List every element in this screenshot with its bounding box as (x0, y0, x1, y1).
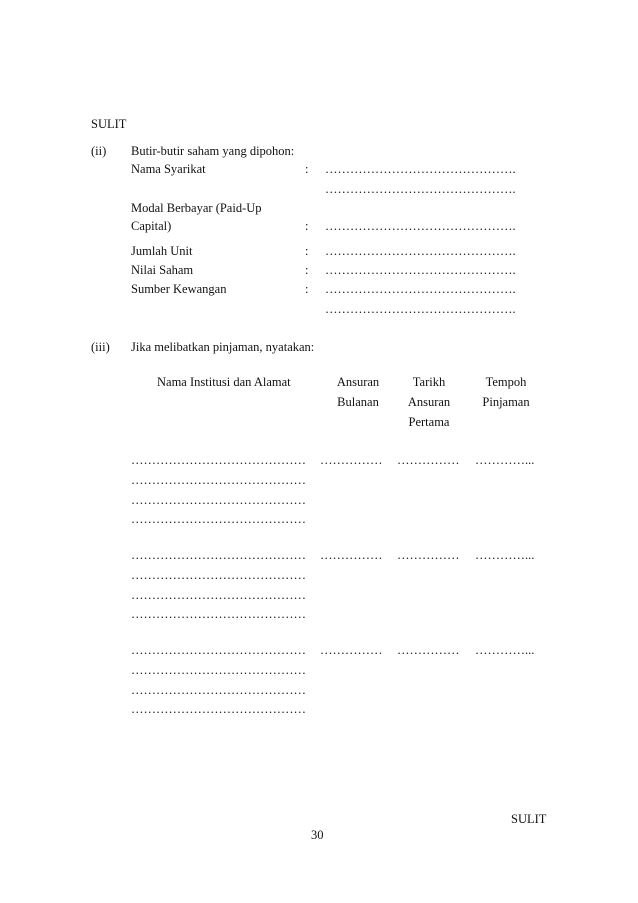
tarikh-blank[interactable]: …………… (397, 453, 460, 467)
jumlah-unit-blank-line[interactable]: ………………………………………. (325, 244, 516, 258)
column-header-tarikh: Pertama (408, 415, 450, 429)
section-ii-number: (ii) (91, 144, 107, 158)
nama-syarikat-blank-line[interactable]: ………………………………………. (325, 182, 516, 196)
modal-label: Modal Berbayar (Paid-Up (131, 201, 262, 215)
column-header-ansuran: Ansuran (336, 375, 380, 389)
section-iii-number: (iii) (91, 340, 110, 354)
column-header-institusi: Nama Institusi dan Alamat (157, 375, 291, 389)
institusi-blank-line[interactable]: …………………………………… (131, 702, 306, 716)
colon: : (305, 219, 309, 233)
nilai-saham-label: Nilai Saham (131, 263, 194, 277)
colon: : (305, 162, 309, 176)
column-header-tempoh: Tempoh (485, 375, 527, 389)
column-header-tarikh: Tarikh (412, 375, 446, 389)
institusi-blank-line[interactable]: …………………………………… (131, 548, 306, 562)
footer-classification: SULIT (511, 812, 547, 826)
institusi-blank-line[interactable]: …………………………………… (131, 473, 306, 487)
tempoh-blank[interactable]: …………... (475, 643, 535, 657)
modal-blank-line[interactable]: ………………………………………. (325, 219, 516, 233)
ansuran-blank[interactable]: …………… (320, 453, 383, 467)
institusi-blank-line[interactable]: …………………………………… (131, 607, 306, 621)
colon: : (305, 244, 309, 258)
section-ii-heading: Butir-butir saham yang dipohon: (131, 144, 295, 158)
header-classification: SULIT (91, 117, 127, 131)
institusi-blank-line[interactable]: …………………………………… (131, 568, 306, 582)
institusi-blank-line[interactable]: …………………………………… (131, 683, 306, 697)
ansuran-blank[interactable]: …………… (320, 643, 383, 657)
column-header-tempoh: Pinjaman (482, 395, 530, 409)
sumber-kewangan-blank-line[interactable]: ………………………………………. (325, 282, 516, 296)
page-number: 30 (311, 828, 324, 842)
sumber-kewangan-label: Sumber Kewangan (131, 282, 227, 296)
institusi-blank-line[interactable]: …………………………………… (131, 663, 306, 677)
colon: : (305, 282, 309, 296)
tarikh-blank[interactable]: …………… (397, 548, 460, 562)
modal-label: Capital) (131, 219, 172, 233)
sumber-kewangan-blank-line[interactable]: ………………………………………. (325, 302, 516, 316)
column-header-tarikh: Ansuran (407, 395, 451, 409)
tempoh-blank[interactable]: …………... (475, 548, 535, 562)
institusi-blank-line[interactable]: …………………………………… (131, 588, 306, 602)
column-header-ansuran: Bulanan (337, 395, 379, 409)
institusi-blank-line[interactable]: …………………………………… (131, 453, 306, 467)
section-iii-heading: Jika melibatkan pinjaman, nyatakan: (131, 340, 315, 354)
institusi-blank-line[interactable]: …………………………………… (131, 512, 306, 526)
institusi-blank-line[interactable]: …………………………………… (131, 643, 306, 657)
tarikh-blank[interactable]: …………… (397, 643, 460, 657)
nama-syarikat-blank-line[interactable]: ………………………………………. (325, 162, 516, 176)
nama-syarikat-label: Nama Syarikat (131, 162, 206, 176)
ansuran-blank[interactable]: …………… (320, 548, 383, 562)
institusi-blank-line[interactable]: …………………………………… (131, 493, 306, 507)
jumlah-unit-label: Jumlah Unit (131, 244, 193, 258)
tempoh-blank[interactable]: …………... (475, 453, 535, 467)
colon: : (305, 263, 309, 277)
nilai-saham-blank-line[interactable]: ………………………………………. (325, 263, 516, 277)
